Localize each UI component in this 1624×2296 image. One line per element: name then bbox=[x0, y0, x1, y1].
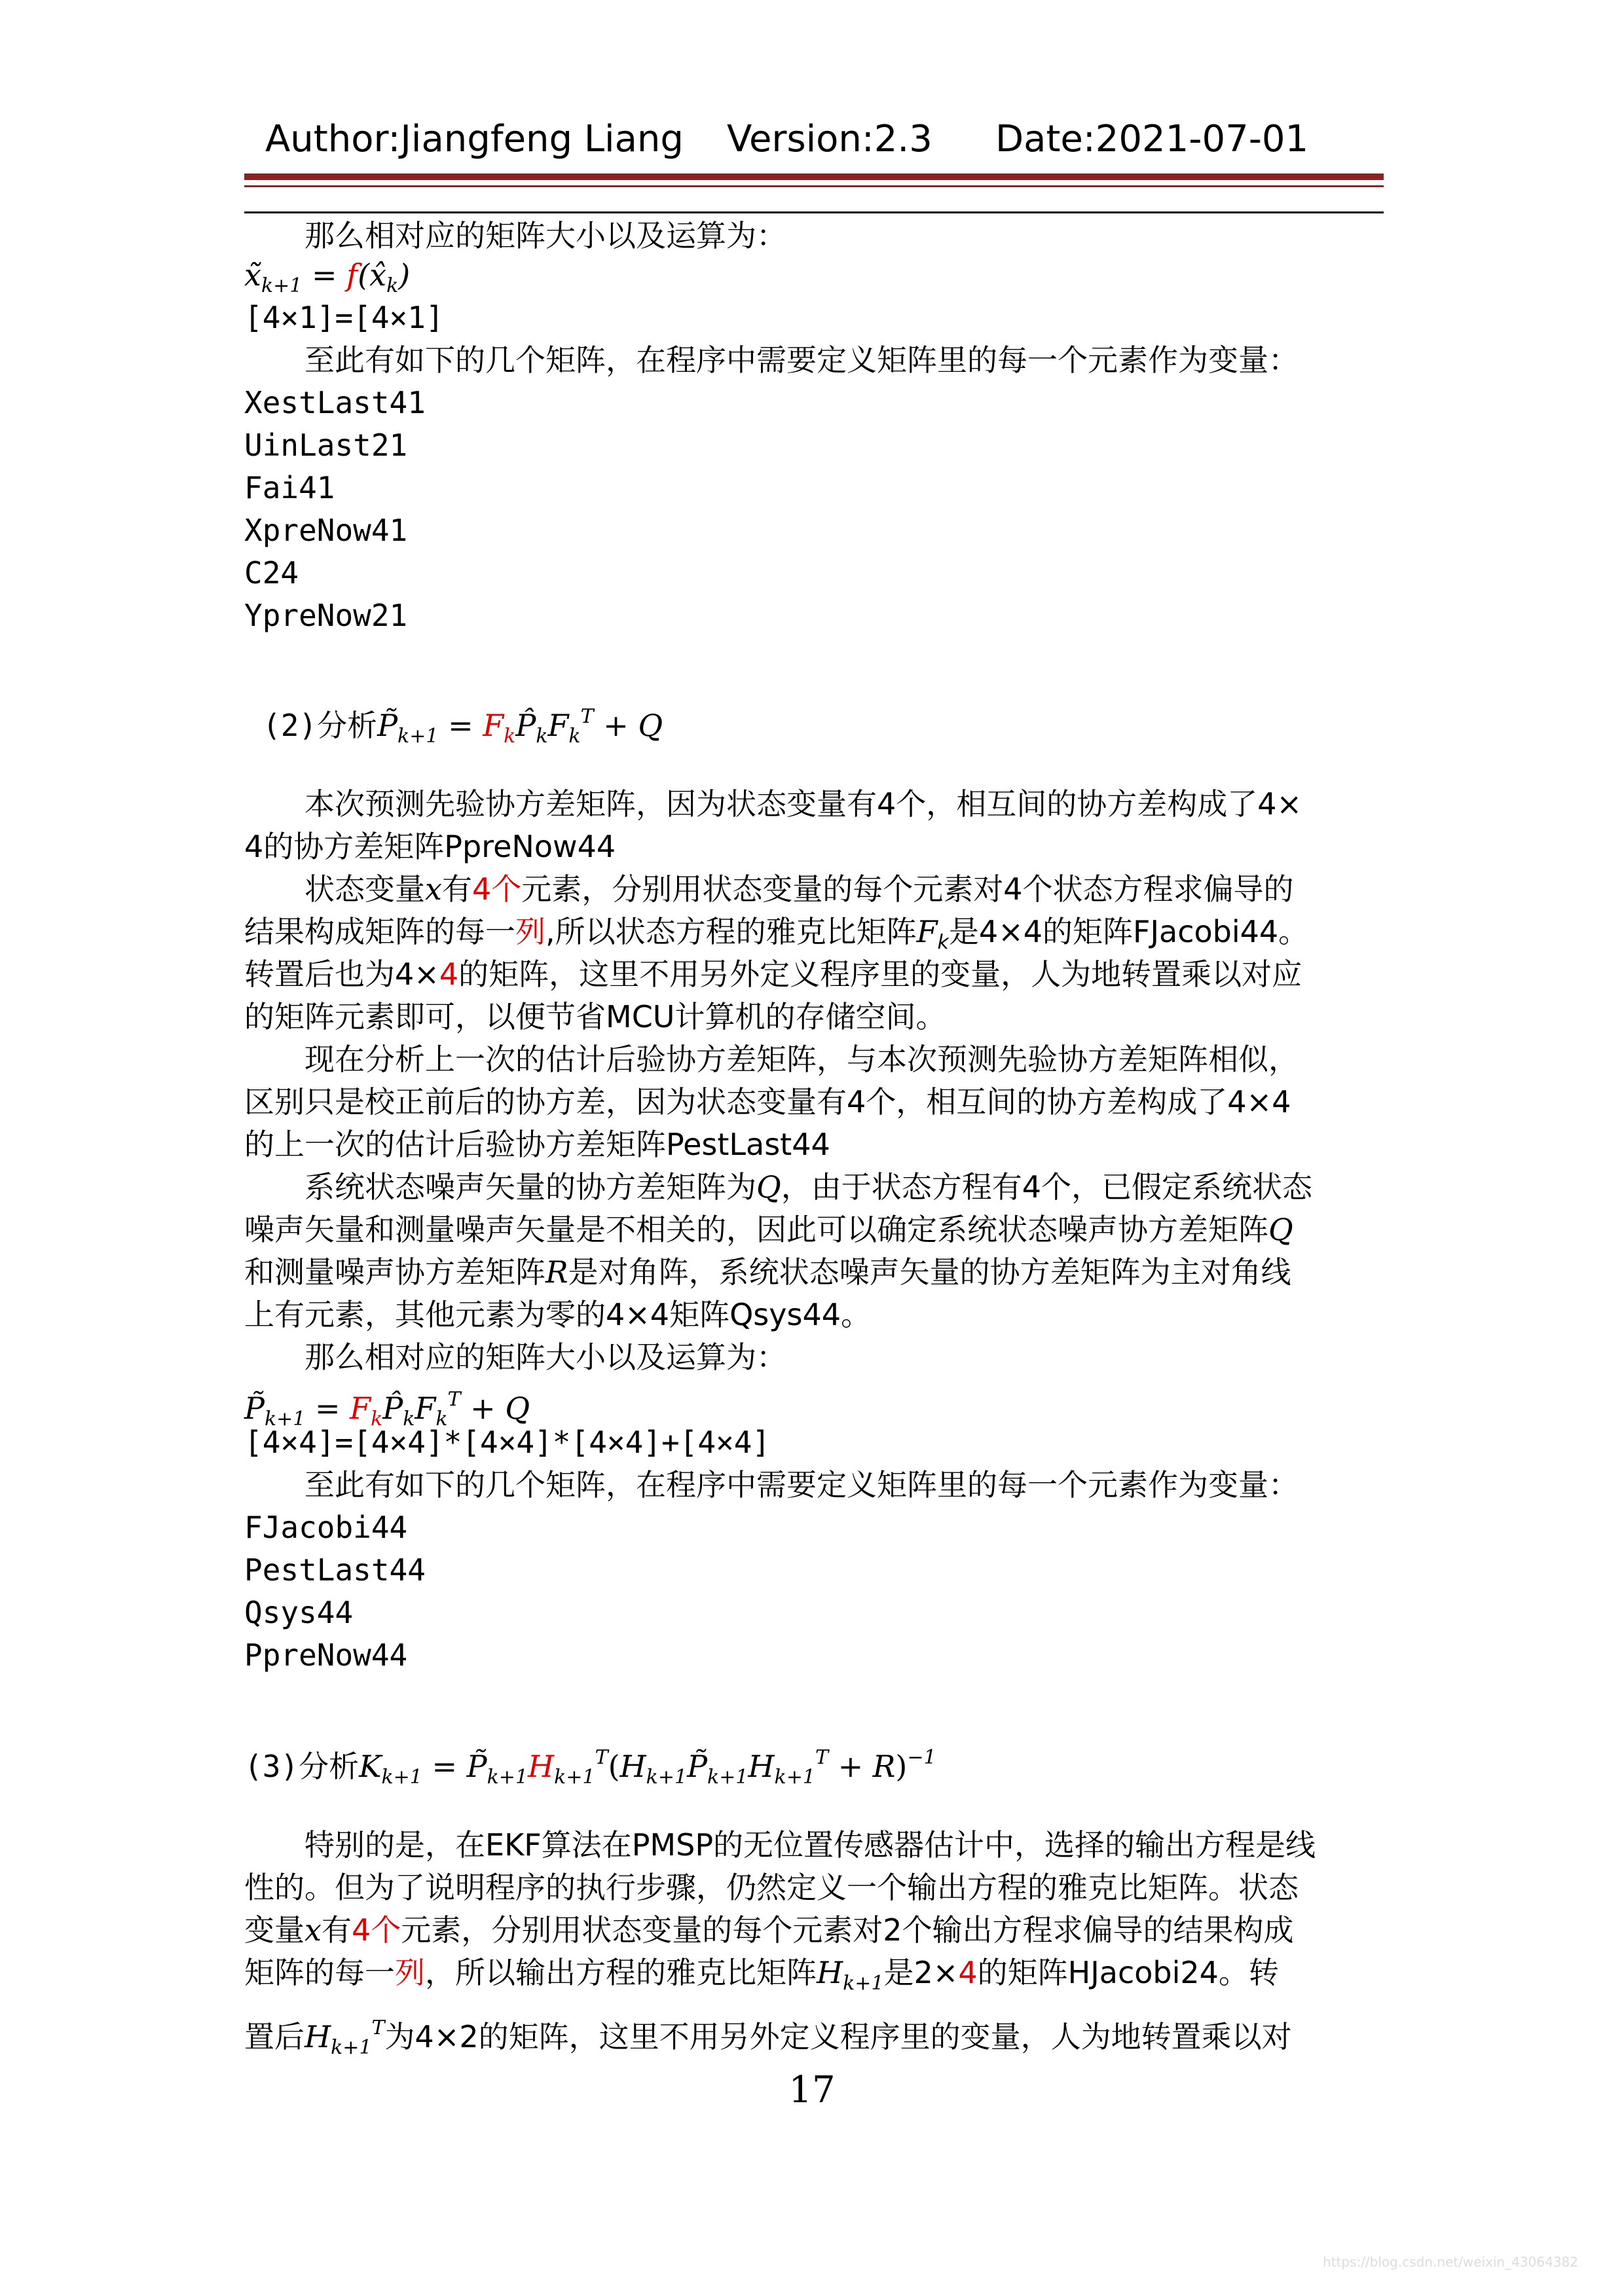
paragraph: 区别只是校正前后的协方差，因为状态变量有4个，相互间的协方差构成了4×4 bbox=[244, 1084, 1291, 1120]
page-number: 17 bbox=[788, 2069, 836, 2111]
paragraph: 系统状态噪声矢量的协方差矩阵为Q，由于状态方程有4个，已假定系统状态 bbox=[304, 1169, 1312, 1205]
paragraph: 矩阵的每一列，所以输出方程的雅克比矩阵$H_{k+1}$是2×4的矩阵HJacobi24。转 bbox=[244, 1955, 1279, 1995]
matrix-name: XestLast41 bbox=[244, 385, 426, 420]
matrix-name: PpreNow44 bbox=[244, 1637, 408, 1673]
matrix-name: PestLast44 bbox=[244, 1552, 426, 1588]
matrix-name: Fai41 bbox=[244, 470, 335, 505]
header-date: Date:2021-07-01 bbox=[995, 118, 1309, 160]
header-rule-black bbox=[244, 211, 1384, 213]
matrix-name: Qsys44 bbox=[244, 1595, 354, 1630]
header-rule-thin bbox=[244, 185, 1384, 187]
paragraph: 那么相对应的矩阵大小以及运算为： bbox=[304, 218, 786, 253]
matrix-name: YpreNow21 bbox=[244, 598, 408, 633]
paragraph: 和测量噪声协方差矩阵R是对角阵，系统状态噪声矢量的协方差矩阵为主对角线 bbox=[244, 1254, 1291, 1290]
equation-state-prediction: $x̃_{k+1}$ = $f(x̂_k)$ bbox=[244, 257, 411, 297]
matrix-name: XpreNow41 bbox=[244, 513, 408, 548]
matrix-name: UinLast21 bbox=[244, 428, 408, 463]
paragraph: 性的。但为了说明程序的执行步骤，仍然定义一个输出方程的雅克比矩阵。状态 bbox=[244, 1870, 1299, 1905]
matrix-name: C24 bbox=[244, 555, 299, 591]
paragraph: 那么相对应的矩阵大小以及运算为： bbox=[304, 1339, 786, 1375]
paragraph: 状态变量x有4个元素，分别用状态变量的每个元素对4个状态方程求偏导的 bbox=[304, 871, 1294, 907]
paragraph: 本次预测先验协方差矩阵，因为状态变量有4个，相互间的协方差构成了4× bbox=[304, 786, 1302, 822]
dimension-line: [4×1]=[4×1] bbox=[244, 300, 444, 335]
paragraph: 的上一次的估计后验协方差矩阵PestLast44 bbox=[244, 1127, 830, 1162]
header-author: Author:Jiangfeng Liang bbox=[265, 118, 684, 160]
paragraph: 至此有如下的几个矩阵，在程序中需要定义矩阵里的每一个元素作为变量： bbox=[304, 1467, 1299, 1503]
paragraph: 噪声矢量和测量噪声矢量是不相关的，因此可以确定系统状态噪声协方差矩阵Q bbox=[244, 1212, 1293, 1247]
paragraph: 上有元素，其他元素为零的4×4矩阵Qsys44。 bbox=[244, 1297, 871, 1332]
watermark: https://blog.csdn.net/weixin_43064382 bbox=[1322, 2254, 1578, 2270]
matrix-name: FJacobi44 bbox=[244, 1510, 408, 1545]
section-heading-3: (3)分析$K_{k+1} = P_{k+1}H_{k+1}^T(H_{k+1}P_{k+1}H_{k+1}^T + R)^{-1}$ bbox=[244, 1746, 936, 1789]
paragraph: 变量x有4个元素，分别用状态变量的每个元素对2个输出方程求偏导的结果构成 bbox=[244, 1912, 1294, 1948]
paragraph: 至此有如下的几个矩阵，在程序中需要定义矩阵里的每一个元素作为变量： bbox=[304, 342, 1299, 378]
paragraph: 4的协方差矩阵PpreNow44 bbox=[244, 829, 616, 864]
header-version: Version:2.3 bbox=[727, 118, 932, 160]
equation-covariance-prediction: $P_{k+1} = F_kP_kF_k^T + Q$ bbox=[244, 1388, 530, 1430]
dimension-line: [4×4]=[4×4]*[4×4]*[4×4]+[4×4] bbox=[244, 1425, 771, 1460]
page-header bbox=[265, 118, 1378, 170]
section-heading-2: (2)分析$P_{k+1} = F_kP_kF_k^T + Q$ bbox=[263, 705, 663, 748]
paragraph: 置后$H_{k+1}^T$为4×2的矩阵，这里不用另外定义程序里的变量，人为地转置乘以对 bbox=[244, 2016, 1292, 2059]
paragraph: 现在分析上一次的估计后验协方差矩阵，与本次预测先验协方差矩阵相似， bbox=[304, 1042, 1299, 1077]
paragraph: 转置后也为4×4的矩阵，这里不用另外定义程序里的变量，人为地转置乘以对应 bbox=[244, 957, 1302, 992]
header-rule-thick bbox=[244, 173, 1384, 180]
paragraph: 特别的是，在EKF算法在PMSP的无位置传感器估计中，选择的输出方程是线 bbox=[304, 1827, 1316, 1863]
paragraph: 结果构成矩阵的每一列,所以状态方程的雅克比矩阵$F_k$是4×4的矩阵FJacobi44。 bbox=[244, 914, 1309, 954]
paragraph: 的矩阵元素即可，以便节省MCU计算机的存储空间。 bbox=[244, 999, 946, 1034]
